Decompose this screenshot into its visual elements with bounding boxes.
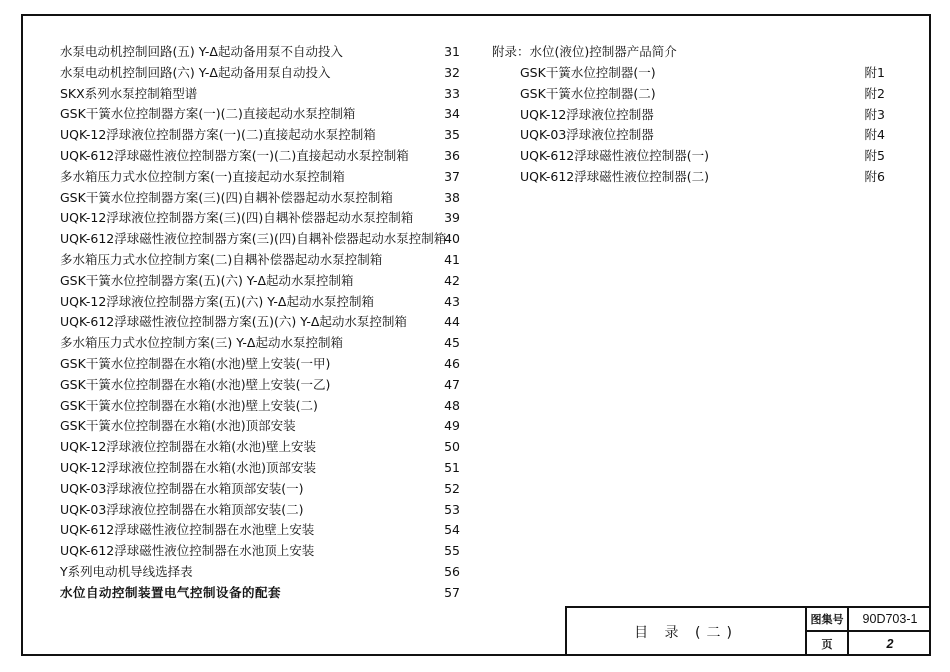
toc-entry-title: UQK-03浮球液位控制器在水箱顶部安装(一): [60, 480, 304, 496]
toc-entry-title: GSK干簧水位控制器(一): [520, 65, 656, 80]
toc-entry-page: 41: [444, 251, 460, 267]
toc-row: [60, 375, 460, 396]
toc-entry-title: GSK干簧水位控制器方案(一)(二)直接起动水泵控制箱: [60, 106, 356, 122]
toc-row: [60, 520, 460, 541]
toc-entry-title: UQK-612浮球磁性液位控制器(二): [520, 168, 709, 184]
toc-entry-title: UQK-612浮球磁性液位控制器在水池顶上安装: [60, 543, 315, 559]
toc-row: [60, 84, 460, 105]
toc-row: [60, 583, 460, 604]
toc-row: [60, 125, 460, 146]
toc-row: [520, 167, 885, 188]
title-block: [565, 606, 931, 656]
toc-entry-page: 42: [444, 272, 460, 288]
toc-entry-title: UQK-612浮球磁性液位控制器(一): [520, 148, 709, 164]
toc-entry-page: 56: [444, 563, 460, 579]
toc-entry-title: 水泵电动机控制回路(五) Y-Δ起动备用泵不自动投入: [60, 44, 343, 59]
toc-entry-title: UQK-03浮球液位控制器: [520, 127, 654, 143]
toc-row: [520, 84, 885, 105]
drawing-title: 目 录 (二): [567, 608, 807, 656]
toc-entry-page: 52: [444, 480, 460, 496]
toc-row: [60, 63, 460, 84]
atlas-number: 90D703-1: [849, 608, 931, 632]
toc-entry-title: 水位自动控制装置电气控制设备的配套: [60, 584, 282, 600]
toc-entry-title: 多水箱压力式水位控制方案(一)直接起动水泵控制箱: [60, 168, 345, 184]
toc-entry-title: GSK干簧水位控制器方案(三)(四)自耦补偿器起动水泵控制箱: [60, 189, 393, 205]
toc-row: [60, 312, 460, 333]
toc-entry-page: 46: [444, 355, 460, 371]
toc-row: [60, 271, 460, 292]
toc-entry-page: 37: [444, 168, 460, 184]
toc-entry-title: UQK-12浮球液位控制器: [520, 106, 654, 122]
toc-row: [60, 500, 460, 521]
toc-entry-title: UQK-12浮球液位控制器方案(三)(四)自耦补偿器起动水泵控制箱: [60, 210, 414, 226]
toc-entry-page: 31: [444, 44, 460, 59]
toc-row: [520, 105, 885, 126]
toc-entry-page: 51: [444, 459, 460, 475]
toc-entry-page: 44: [444, 314, 460, 330]
toc-entry-page: 45: [444, 335, 460, 351]
toc-row: [520, 125, 885, 146]
toc-entry-title: UQK-612浮球磁性液位控制器方案(五)(六) Y-Δ起动水泵控制箱: [60, 314, 407, 330]
toc-entry-page: 47: [444, 376, 460, 392]
appendix-heading: 附录：水位(液位)控制器产品简介: [492, 44, 677, 59]
toc-entry-page: 40: [444, 231, 460, 247]
toc-entry-title: UQK-03浮球液位控制器在水箱顶部安装(二): [60, 501, 304, 517]
toc-entry-title: GSK干簧水位控制器在水箱(水池)壁上安装(一甲): [60, 355, 331, 371]
toc-entry-title: SKX系列水泵控制箱型谱: [60, 85, 198, 101]
toc-entry-title: UQK-612浮球磁性液位控制器在水池壁上安装: [60, 522, 315, 538]
toc-row: [60, 354, 460, 375]
atlas-number-label: 图集号: [807, 608, 849, 632]
appendix-list: [520, 63, 885, 188]
toc-entry-page: 48: [444, 397, 460, 413]
toc-entry-page: 35: [444, 127, 460, 143]
toc-entry-title: UQK-612浮球磁性液位控制器方案(三)(四)自耦补偿器起动水泵控制箱: [60, 231, 447, 247]
toc-entry-title: UQK-12浮球液位控制器方案(一)(二)直接起动水泵控制箱: [60, 127, 376, 143]
page-label: 页: [807, 632, 849, 656]
toc-row: [60, 458, 460, 479]
toc-entry-page: 49: [444, 418, 460, 434]
toc-entry-title: GSK干簧水位控制器在水箱(水池)壁上安装(二): [60, 397, 318, 413]
toc-entry-page: 38: [444, 189, 460, 205]
toc-row: [60, 42, 460, 63]
toc-entry-title: 多水箱压力式水位控制方案(二)自耦补偿器起动水泵控制箱: [60, 251, 383, 267]
toc-row: [60, 541, 460, 562]
toc-row: [60, 479, 460, 500]
toc-entry-title: UQK-12浮球液位控制器在水箱(水池)壁上安装: [60, 439, 317, 455]
toc-entry-page: 55: [444, 543, 460, 559]
toc-entry-page: 附2: [864, 85, 885, 101]
toc-entry-title: GSK干簧水位控制器在水箱(水池)顶部安装: [60, 418, 296, 434]
toc-entry-page: 33: [444, 85, 460, 101]
toc-row: [60, 250, 460, 271]
toc-entry-title: GSK干簧水位控制器方案(五)(六) Y-Δ起动水泵控制箱: [60, 272, 354, 288]
toc-row: [60, 146, 460, 167]
toc-entry-page: 34: [444, 106, 460, 122]
toc-entry-page: 54: [444, 522, 460, 538]
toc-row: [60, 208, 460, 229]
toc-entry-page: 39: [444, 210, 460, 226]
toc-entry-page: 53: [444, 501, 460, 517]
toc-entry-page: 32: [444, 64, 460, 80]
contents-list: [60, 42, 460, 604]
page-number: 2: [886, 637, 894, 651]
toc-entry-page: 36: [444, 147, 460, 163]
toc-row: [520, 146, 885, 167]
toc-entry-title: Y系列电动机导线选择表: [60, 563, 193, 579]
toc-entry-page: 附6: [864, 168, 885, 184]
toc-entry-page: 附4: [864, 127, 885, 143]
toc-row: [60, 396, 460, 417]
toc-entry-page: 50: [444, 439, 460, 455]
toc-row: [60, 333, 460, 354]
toc-entry-title: 多水箱压力式水位控制方案(三) Y-Δ起动水泵控制箱: [60, 335, 343, 351]
toc-entry-page: 57: [444, 584, 460, 600]
toc-row: [60, 437, 460, 458]
toc-entry-page: 附5: [864, 148, 885, 164]
toc-row: [520, 63, 885, 84]
toc-row: [60, 167, 460, 188]
toc-entry-title: 水泵电动机控制回路(六) Y-Δ起动备用泵自动投入: [60, 64, 331, 80]
toc-row: [60, 562, 460, 583]
toc-row: [60, 229, 460, 250]
toc-entry-title: GSK干簧水位控制器(二): [520, 85, 656, 101]
toc-row: [60, 292, 460, 313]
toc-row: [60, 104, 460, 125]
toc-entry-title: UQK-612浮球磁性液位控制器方案(一)(二)直接起动水泵控制箱: [60, 147, 409, 163]
toc-entry-title: UQK-12浮球液位控制器在水箱(水池)顶部安装: [60, 459, 317, 475]
toc-entry-page: 附3: [864, 106, 885, 122]
toc-row: [60, 188, 460, 209]
toc-entry-page: 43: [444, 293, 460, 309]
toc-row: [60, 416, 460, 437]
toc-entry-title: GSK干簧水位控制器在水箱(水池)壁上安装(一乙): [60, 376, 331, 392]
toc-entry-page: 附1: [864, 65, 885, 80]
toc-entry-title: UQK-12浮球液位控制器方案(五)(六) Y-Δ起动水泵控制箱: [60, 293, 374, 309]
